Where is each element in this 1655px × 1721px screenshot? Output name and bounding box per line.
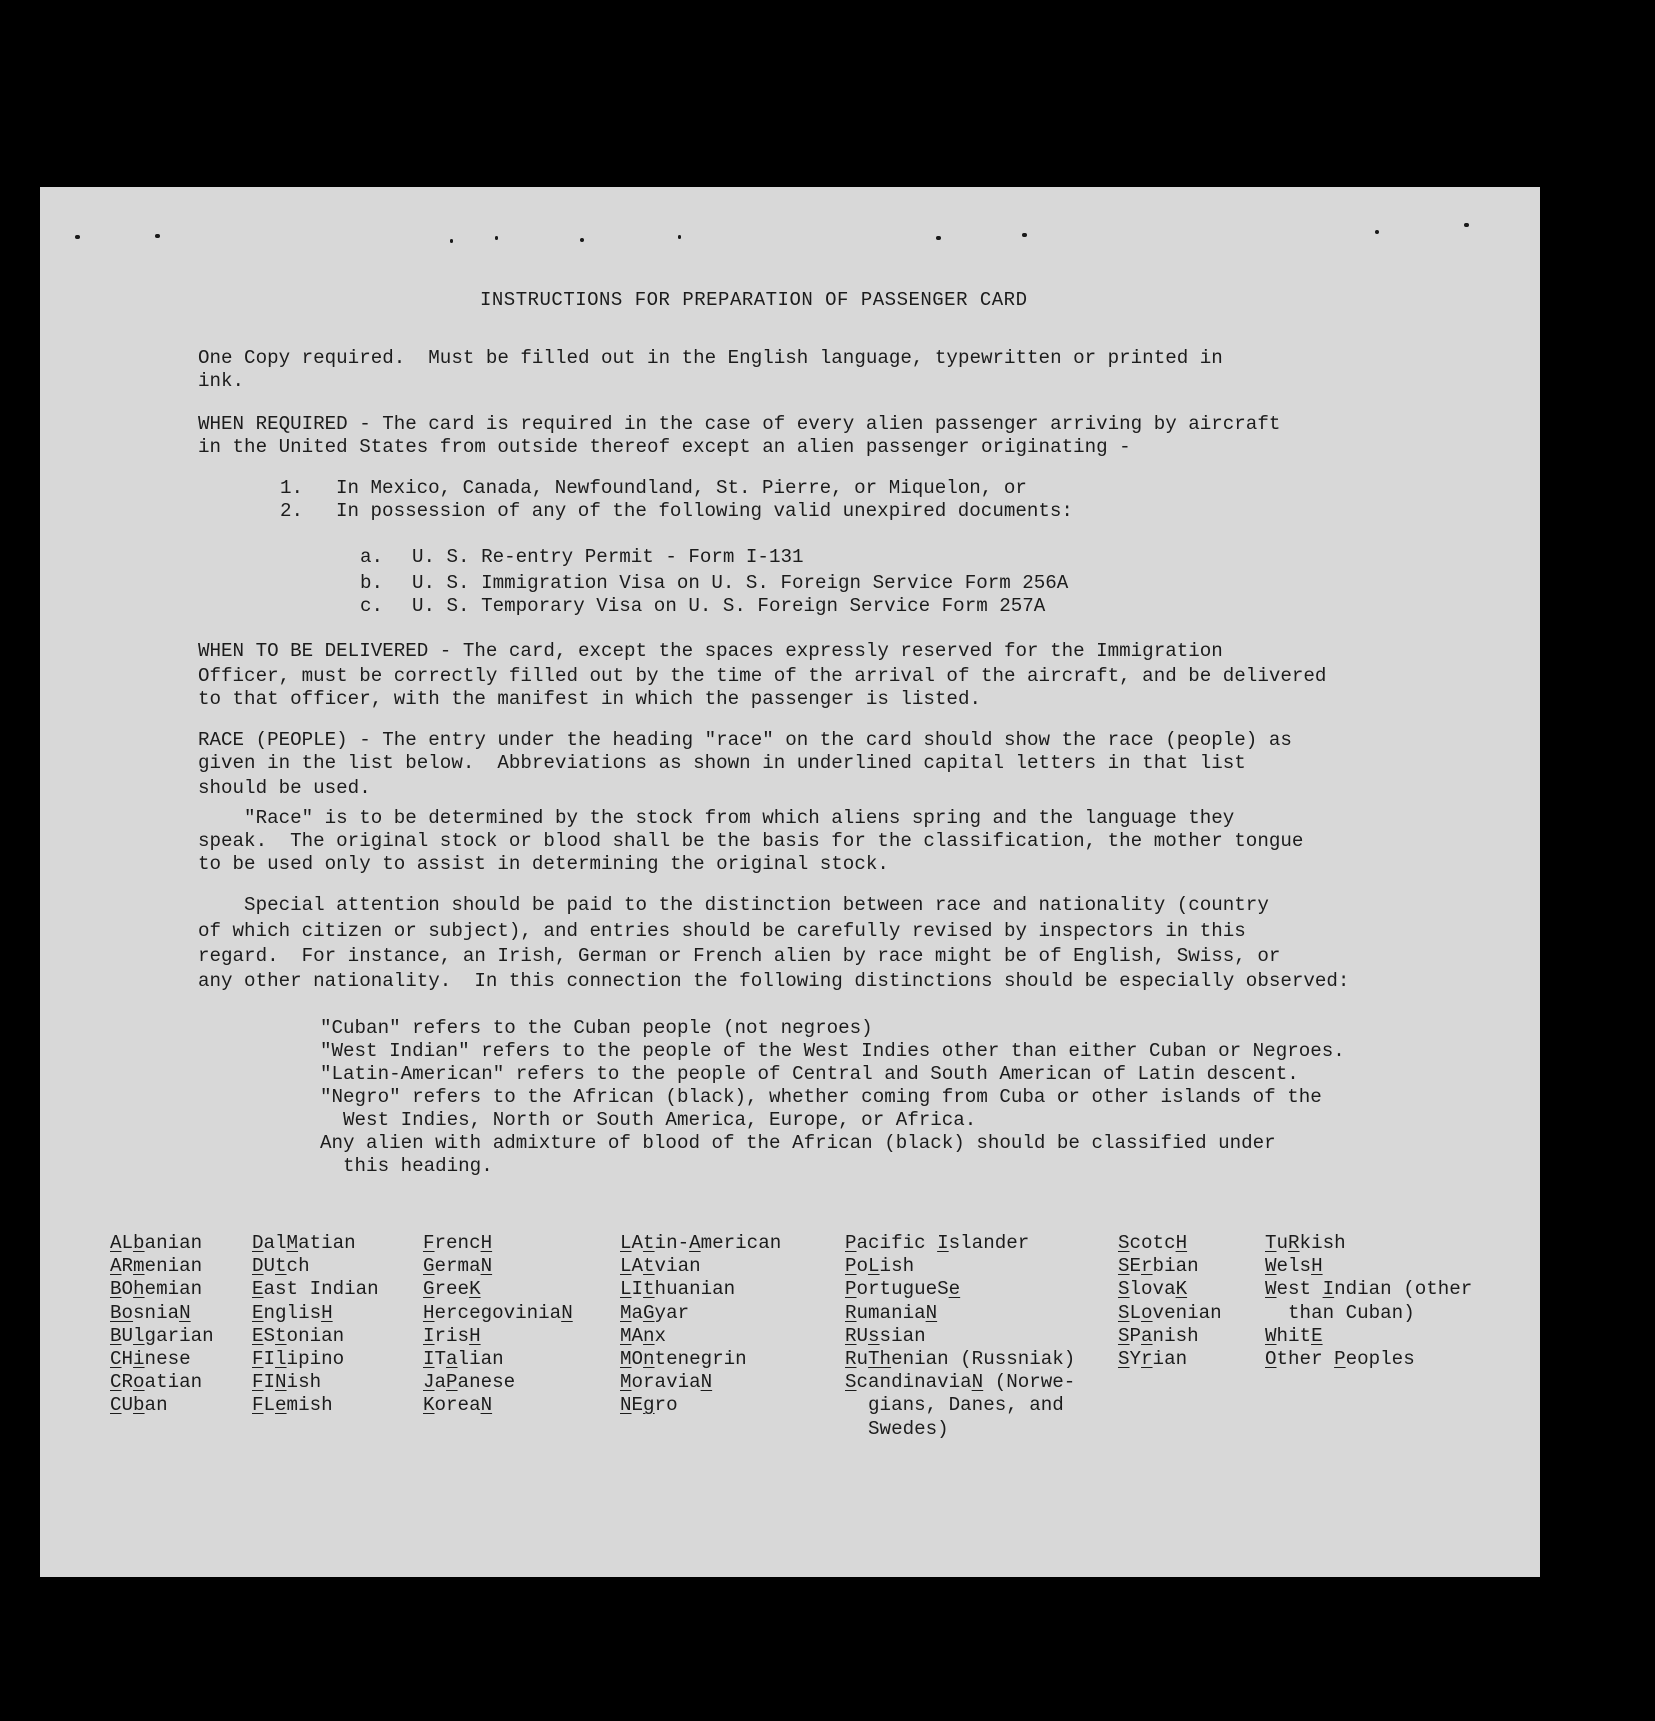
race-list-item: Swedes) <box>868 1417 949 1440</box>
race-list-item: JaPanese <box>423 1371 516 1394</box>
race-column <box>620 1232 781 1418</box>
race-list-item: ALbanian <box>110 1232 203 1254</box>
race-list-item: East Indian <box>252 1278 379 1301</box>
race-list-item: RUssian <box>845 1324 926 1347</box>
race-column <box>1265 1232 1472 1371</box>
race-list-item: NEgro <box>620 1394 678 1417</box>
list-item: In Mexico, Canada, Newfoundland, St. Pierre, or Miquelon, or <box>336 477 1027 499</box>
race-column <box>423 1232 573 1418</box>
text-line: of which citizen or subject), and entries should be carefully revised by inspectors in this <box>198 920 1246 942</box>
race-list-item: ScandinaviaN (Norwe- <box>845 1371 1076 1394</box>
text-line: RACE (PEOPLE) - The entry under the heading "race" on the card should show the race (people) as <box>198 729 1292 751</box>
race-list-item: MoraviaN <box>620 1371 713 1394</box>
text-line: "Negro" refers to the African (black), whether coming from Cuba or other islands of the <box>320 1086 1322 1108</box>
race-list-item: FINish <box>252 1371 322 1394</box>
race-list-item: SPanish <box>1118 1324 1199 1347</box>
race-list-item: FIlipino <box>252 1347 345 1370</box>
race-list-item: SLovenian <box>1118 1301 1222 1324</box>
race-list-item: LIthuanian <box>620 1278 736 1301</box>
race-list-item: BosniaN <box>110 1301 191 1324</box>
race-list-item: SYrian <box>1118 1347 1188 1370</box>
document-title: INSTRUCTIONS FOR PREPARATION OF PASSENGER CARD <box>480 289 1028 311</box>
race-list-item: than Cuban) <box>1288 1301 1415 1324</box>
race-list-item: gians, Danes, and <box>868 1394 1064 1417</box>
text-line: any other nationality. In this connection the following distinctions should be especially observed: <box>198 970 1350 992</box>
list-item: In possession of any of the following valid unexpired documents: <box>336 500 1073 522</box>
race-list-item: SlovaK <box>1118 1278 1188 1301</box>
text-line: WHEN REQUIRED - The card is required in the case of every alien passenger arriving by aircraft <box>198 413 1281 435</box>
race-list-item: BUlgarian <box>110 1324 214 1347</box>
race-list-item: EnglisH <box>252 1301 333 1324</box>
race-list-item: DUtch <box>252 1255 310 1278</box>
text-line: speak. The original stock or blood shall be the basis for the classification, the mother tongue <box>198 830 1304 852</box>
race-list-item: KoreaN <box>423 1394 493 1417</box>
race-list-item: LAtin-American <box>620 1232 782 1254</box>
race-list-item: WelsH <box>1265 1255 1323 1278</box>
race-column <box>845 1232 1075 1441</box>
race-list-item: MaGyar <box>620 1301 690 1324</box>
list-letter: c. <box>360 595 384 617</box>
text-line: given in the list below. Abbreviations as shown in underlined capital letters in that list <box>198 752 1246 774</box>
race-list-item: CUban <box>110 1394 168 1417</box>
race-list-item: EStonian <box>252 1324 345 1347</box>
race-list-item: WhitE <box>1265 1324 1323 1347</box>
race-list-item: GreeK <box>423 1278 481 1301</box>
race-list-item: FrencH <box>423 1232 493 1254</box>
race-list-item: CRoatian <box>110 1371 203 1394</box>
race-list-item: PortugueSe <box>845 1278 961 1301</box>
list-item: U. S. Re-entry Permit - Form I-131 <box>412 546 804 568</box>
text-line: "Cuban" refers to the Cuban people (not negroes) <box>320 1017 873 1039</box>
text-line: "West Indian" refers to the people of the West Indies other than either Cuban or Negroes. <box>320 1040 1345 1062</box>
text-line: in the United States from outside thereof except an alien passenger originating - <box>198 436 1131 458</box>
text-line: "Race" is to be determined by the stock from which aliens spring and the language they <box>198 807 1235 829</box>
text-line: WHEN TO BE DELIVERED - The card, except the spaces expressly reserved for the Immigration <box>198 640 1223 662</box>
list-number: 2. <box>280 500 304 522</box>
list-letter: a. <box>360 546 384 568</box>
race-list-item: ScotcH <box>1118 1232 1188 1254</box>
text-line: Any alien with admixture of blood of the African (black) should be classified under <box>320 1132 1276 1154</box>
race-list-item: MAnx <box>620 1324 667 1347</box>
list-number: 1. <box>280 477 304 499</box>
race-list-item: LAtvian <box>620 1255 701 1278</box>
race-column <box>252 1232 379 1418</box>
race-list-item: HercegoviniaN <box>423 1301 573 1324</box>
list-item: U. S. Temporary Visa on U. S. Foreign Service Form 257A <box>412 595 1046 617</box>
race-list-item: PoLish <box>845 1255 915 1278</box>
race-list-item: FLemish <box>252 1394 333 1417</box>
race-list-item: IrisH <box>423 1324 481 1347</box>
race-list-item: RuThenian (Russniak) <box>845 1347 1076 1370</box>
race-list-item: Pacific Islander <box>845 1232 1030 1254</box>
text-line: regard. For instance, an Irish, German or French alien by race might be of English, Swiss, or <box>198 945 1281 967</box>
text-line: Special attention should be paid to the distinction between race and nationality (country <box>198 894 1269 916</box>
text-line: this heading. <box>320 1155 493 1177</box>
text-line: ink. <box>198 370 245 392</box>
race-list-item: RumaniaN <box>845 1301 938 1324</box>
document-page <box>40 187 1540 1577</box>
race-list-item: ARmenian <box>110 1255 203 1278</box>
text-line: West Indies, North or South America, Europe, or Africa. <box>320 1109 977 1131</box>
race-list-item: West Indian (other <box>1265 1278 1473 1301</box>
race-list-item: GermaN <box>423 1255 493 1278</box>
list-item: U. S. Immigration Visa on U. S. Foreign Service Form 256A <box>412 572 1069 594</box>
race-column <box>110 1232 214 1418</box>
race-column <box>1118 1232 1222 1371</box>
text-line: One Copy required. Must be filled out in the English language, typewritten or printed in <box>198 347 1223 369</box>
text-line: "Latin-American" refers to the people of Central and South American of Latin descent. <box>320 1063 1299 1085</box>
race-list-item: BOhemian <box>110 1278 203 1301</box>
race-list-item: CHinese <box>110 1347 191 1370</box>
text-line: Officer, must be correctly filled out by the time of the arrival of the aircraft, and be delivered <box>198 665 1327 687</box>
race-list-item: ITalian <box>423 1347 504 1370</box>
race-list-item: TuRkish <box>1265 1232 1346 1254</box>
race-list-item: DalMatian <box>252 1232 356 1254</box>
text-line: should be used. <box>198 777 371 799</box>
text-line: to be used only to assist in determining the original stock. <box>198 853 889 875</box>
race-list-item: Other Peoples <box>1265 1347 1415 1370</box>
race-list-item: MOntenegrin <box>620 1347 747 1370</box>
list-letter: b. <box>360 572 384 594</box>
race-list-item: SErbian <box>1118 1255 1199 1278</box>
text-line: to that officer, with the manifest in which the passenger is listed. <box>198 688 981 710</box>
